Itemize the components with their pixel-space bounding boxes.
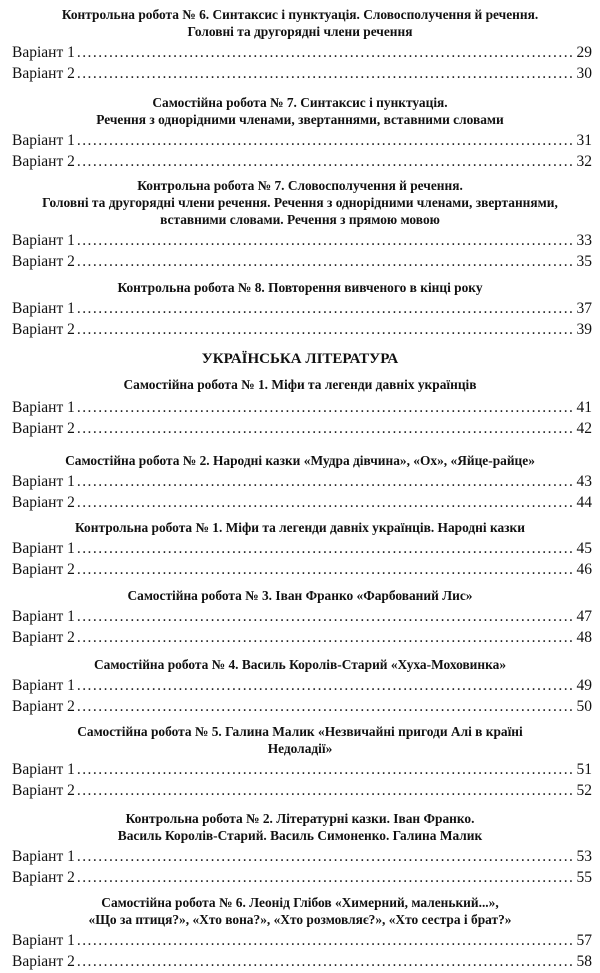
dot-leader [77, 492, 575, 513]
variant-label: Варіант 1 [12, 848, 75, 865]
page-number: 35 [576, 253, 592, 270]
toc-row[interactable] [0, 675, 600, 696]
toc-section [0, 376, 600, 439]
variant-label: Варіант 2 [12, 494, 75, 511]
variant-label: Варіант 1 [12, 677, 75, 694]
variant-label: Варіант 2 [12, 153, 75, 170]
page-number: 43 [576, 473, 592, 490]
section-title [0, 723, 600, 757]
dot-leader [77, 538, 575, 559]
section-title [0, 279, 600, 296]
page-number: 33 [576, 232, 592, 249]
toc-section [0, 656, 600, 717]
dot-leader [77, 230, 575, 251]
dot-leader [77, 559, 575, 580]
dot-leader [77, 759, 575, 780]
section-title-line: Самостійна робота № 4. Василь Королів-Старий «Хуха-Моховинка» [93, 657, 507, 672]
section-title-line: Самостійна робота № 7. Синтаксис і пунктуація. [152, 95, 448, 110]
variant-label: Варіант 1 [12, 399, 75, 416]
variant-label: Варіант 2 [12, 782, 75, 799]
toc-section [0, 810, 600, 888]
page-number: 37 [576, 300, 592, 317]
page-number: 39 [576, 321, 592, 338]
page-number: 29 [576, 44, 592, 61]
page-number: 57 [576, 932, 592, 949]
variant-label: Варіант 2 [12, 561, 75, 578]
page-number: 44 [576, 494, 592, 511]
section-title [0, 376, 600, 393]
section-title-line: Головні та другорядні члени речення [187, 24, 413, 39]
toc-row[interactable] [0, 559, 600, 580]
variant-label: Варіант 1 [12, 132, 75, 149]
section-title-line: Контрольна робота № 8. Повторення вивченого в кінці року [117, 280, 483, 295]
toc-section [0, 587, 600, 648]
toc-row[interactable] [0, 951, 600, 972]
toc-row[interactable] [0, 397, 600, 418]
toc-row[interactable] [0, 627, 600, 648]
section-title-line: вставними словами. Речення з прямою мовою [160, 212, 440, 227]
section-title-line: Контрольна робота № 6. Синтаксис і пунктуація. Словосполучення й речення. [61, 7, 539, 22]
toc-section [0, 723, 600, 801]
page-number: 32 [576, 153, 592, 170]
dot-leader [77, 151, 575, 172]
page-number: 46 [576, 561, 592, 578]
section-title-line: Речення з однорідними членами, звертаннями, вставними словами [96, 112, 504, 127]
toc-row[interactable] [0, 130, 600, 151]
variant-label: Варіант 1 [12, 540, 75, 557]
variant-label: Варіант 2 [12, 253, 75, 270]
section-title [0, 519, 600, 536]
dot-leader [77, 675, 575, 696]
dot-leader [77, 930, 575, 951]
variant-label: Варіант 1 [12, 761, 75, 778]
section-title-line: Василь Королів-Старий. Василь Симоненко. Галина Малик [117, 828, 483, 843]
toc-row[interactable] [0, 492, 600, 513]
toc-section [0, 6, 600, 84]
toc-row[interactable] [0, 780, 600, 801]
page-number: 31 [576, 132, 592, 149]
section-title [0, 94, 600, 128]
section-title-line: Самостійна робота № 6. Леонід Глібов «Химерний, маленький...», [101, 895, 499, 910]
variant-label: Варіант 1 [12, 932, 75, 949]
toc-section [0, 519, 600, 580]
toc-row[interactable] [0, 298, 600, 319]
section-title [0, 810, 600, 844]
section-title-line: Недоладії» [267, 741, 333, 756]
section-title-line: «Що за птиця?», «Хто вона?», «Хто розмовляє?», «Хто сестра і брат?» [88, 912, 512, 927]
section-title-line: Головні та другорядні члени речення. Речення з однорідними членами, звертаннями, [42, 195, 558, 210]
toc-row[interactable] [0, 930, 600, 951]
toc-row[interactable] [0, 63, 600, 84]
toc-row[interactable] [0, 606, 600, 627]
dot-leader [77, 319, 575, 340]
page-number: 49 [576, 677, 592, 694]
toc-section [0, 177, 600, 272]
dot-leader [77, 397, 575, 418]
section-title-line: Контрольна робота № 2. Літературні казки. Іван Франко. [125, 811, 475, 826]
section-title-line: Самостійна робота № 2. Народні казки «Мудра дівчина», «Ох», «Яйце-райце» [65, 453, 535, 468]
variant-label: Варіант 1 [12, 300, 75, 317]
toc-row[interactable] [0, 251, 600, 272]
section-title [0, 894, 600, 928]
dot-leader [77, 471, 575, 492]
dot-leader [77, 627, 575, 648]
section-title-line: Самостійна робота № 3. Іван Франко «Фарбований Лис» [127, 588, 473, 603]
toc-row[interactable] [0, 230, 600, 251]
page-number: 51 [576, 761, 592, 778]
variant-label: Варіант 1 [12, 232, 75, 249]
toc-row[interactable] [0, 42, 600, 63]
dot-leader [77, 867, 575, 888]
section-title [0, 452, 600, 469]
dot-leader [77, 696, 575, 717]
section-title [0, 6, 600, 40]
toc-section [0, 894, 600, 972]
variant-label: Варіант 2 [12, 629, 75, 646]
variant-label: Варіант 2 [12, 953, 75, 970]
page-number: 41 [576, 399, 592, 416]
page-number: 58 [576, 953, 592, 970]
dot-leader [77, 951, 575, 972]
toc-section [0, 452, 600, 513]
section-title [0, 587, 600, 604]
section-title-line: Контрольна робота № 7. Словосполучення й речення. [137, 178, 463, 193]
variant-label: Варіант 1 [12, 473, 75, 490]
dot-leader [77, 251, 575, 272]
variant-label: Варіант 2 [12, 420, 75, 437]
section-title [0, 177, 600, 228]
toc-row[interactable] [0, 759, 600, 780]
toc-section [0, 279, 600, 340]
toc-row[interactable] [0, 319, 600, 340]
section-title-line: Самостійна робота № 1. Міфи та легенди давніх українців [123, 377, 477, 392]
section-title-line: Самостійна робота № 5. Галина Малик «Незвичайні пригоди Алі в країні [77, 724, 523, 739]
toc-row[interactable] [0, 846, 600, 867]
toc-row[interactable] [0, 538, 600, 559]
dot-leader [77, 418, 575, 439]
variant-label: Варіант 2 [12, 65, 75, 82]
toc-row[interactable] [0, 418, 600, 439]
page-number: 53 [576, 848, 592, 865]
page-number: 45 [576, 540, 592, 557]
dot-leader [77, 606, 575, 627]
variant-label: Варіант 2 [12, 321, 75, 338]
section-title-line: Контрольна робота № 1. Міфи та легенди давніх українців. Народні казки [75, 520, 525, 535]
variant-label: Варіант 1 [12, 44, 75, 61]
dot-leader [77, 130, 575, 151]
toc-row[interactable] [0, 151, 600, 172]
page-number: 52 [576, 782, 592, 799]
dot-leader [77, 63, 575, 84]
part-heading: УКРАЇНСЬКА ЛІТЕРАТУРА [201, 351, 399, 367]
variant-label: Варіант 2 [12, 698, 75, 715]
dot-leader [77, 298, 575, 319]
page-number: 47 [576, 608, 592, 625]
toc-row[interactable] [0, 471, 600, 492]
page-number: 30 [576, 65, 592, 82]
page-number: 42 [576, 420, 592, 437]
page-number: 48 [576, 629, 592, 646]
variant-label: Варіант 1 [12, 608, 75, 625]
dot-leader [77, 846, 575, 867]
page-number: 50 [576, 698, 592, 715]
page-number: 55 [576, 869, 592, 886]
toc-row[interactable] [0, 696, 600, 717]
dot-leader [77, 780, 575, 801]
toc-section [0, 94, 600, 172]
dot-leader [77, 42, 575, 63]
toc-row[interactable] [0, 867, 600, 888]
section-title [0, 656, 600, 673]
variant-label: Варіант 2 [12, 869, 75, 886]
